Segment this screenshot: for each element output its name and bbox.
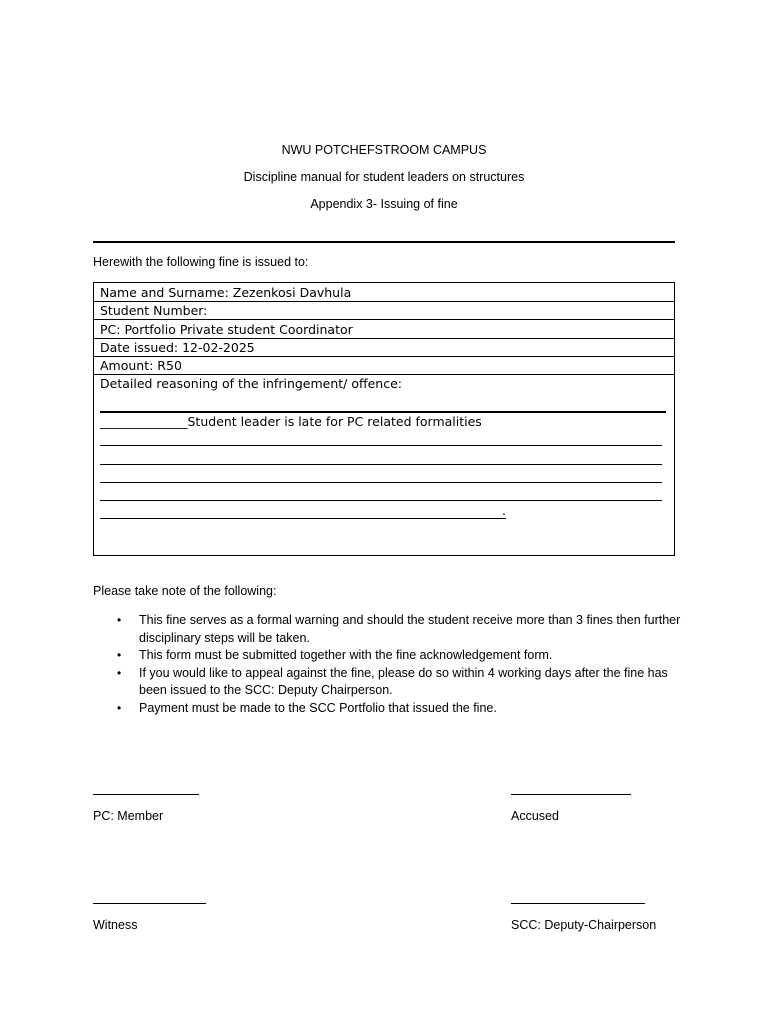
reasoning-end-period: . [502,503,506,518]
fine-details-table [93,282,675,556]
list-item: • This form must be submitted together with the fine acknowledgement form. [93,647,683,665]
notes-label: Please take note of the following: [93,584,277,598]
pc-member-label: PC: Member [93,809,164,823]
amount-row: Amount: R50 [94,357,674,375]
pc-row: PC: Portfolio Private student Coordinator [94,320,674,339]
blank-line [100,500,662,501]
bullet-icon: • [117,700,122,715]
blank-line [100,464,662,465]
bullet-icon: • [117,613,122,627]
reasoning-label: Detailed reasoning of the infringement/ offence: [100,376,403,391]
list-item: • If you would like to appeal against the fine, please do so within 4 working days after the fine has been issued to the SCC: Deputy Chairperson. [117,665,668,697]
student-number-row: Student Number: [94,302,674,320]
manual-heading: Discipline manual for student leaders on structures [243,170,525,184]
appendix-heading: Appendix 3- Issuing of fine [310,197,458,211]
bullet-icon: • [117,665,122,680]
list-item: • Payment must be made to the SCC Portfolio that issued the fine. [93,700,683,718]
witness-label: Witness [93,918,138,932]
name-row: Name and Surname: Zezenkosi Davhula [94,283,674,302]
pc-member-signature-line [93,794,199,795]
blank-line [100,518,506,519]
reasoning-top-rule [100,411,666,413]
list-item: • This fine serves as a formal warning and should the student receive more than 3 fines then further disciplinary steps will be taken. [117,613,681,645]
reasoning-cell [94,375,674,555]
deputy-signature-line [511,903,645,904]
blank-line [100,445,662,446]
accused-label: Accused [511,809,559,823]
blank-line [100,482,662,483]
intro-text: Herewith the following fine is issued to: [93,255,309,269]
bullet-icon: • [117,648,122,662]
notes-list [93,612,683,717]
witness-signature-line [93,903,206,904]
deputy-chairperson-label: SCC: Deputy-Chairperson [511,918,657,932]
campus-heading: NWU POTCHEFSTROOM CAMPUS [281,143,487,157]
accused-signature-line [511,794,631,795]
date-issued-row: Date issued: 12-02-2025 [94,339,674,357]
reasoning-text: ______________Student leader is late for PC related formalities [100,414,482,429]
header-divider [93,241,675,243]
